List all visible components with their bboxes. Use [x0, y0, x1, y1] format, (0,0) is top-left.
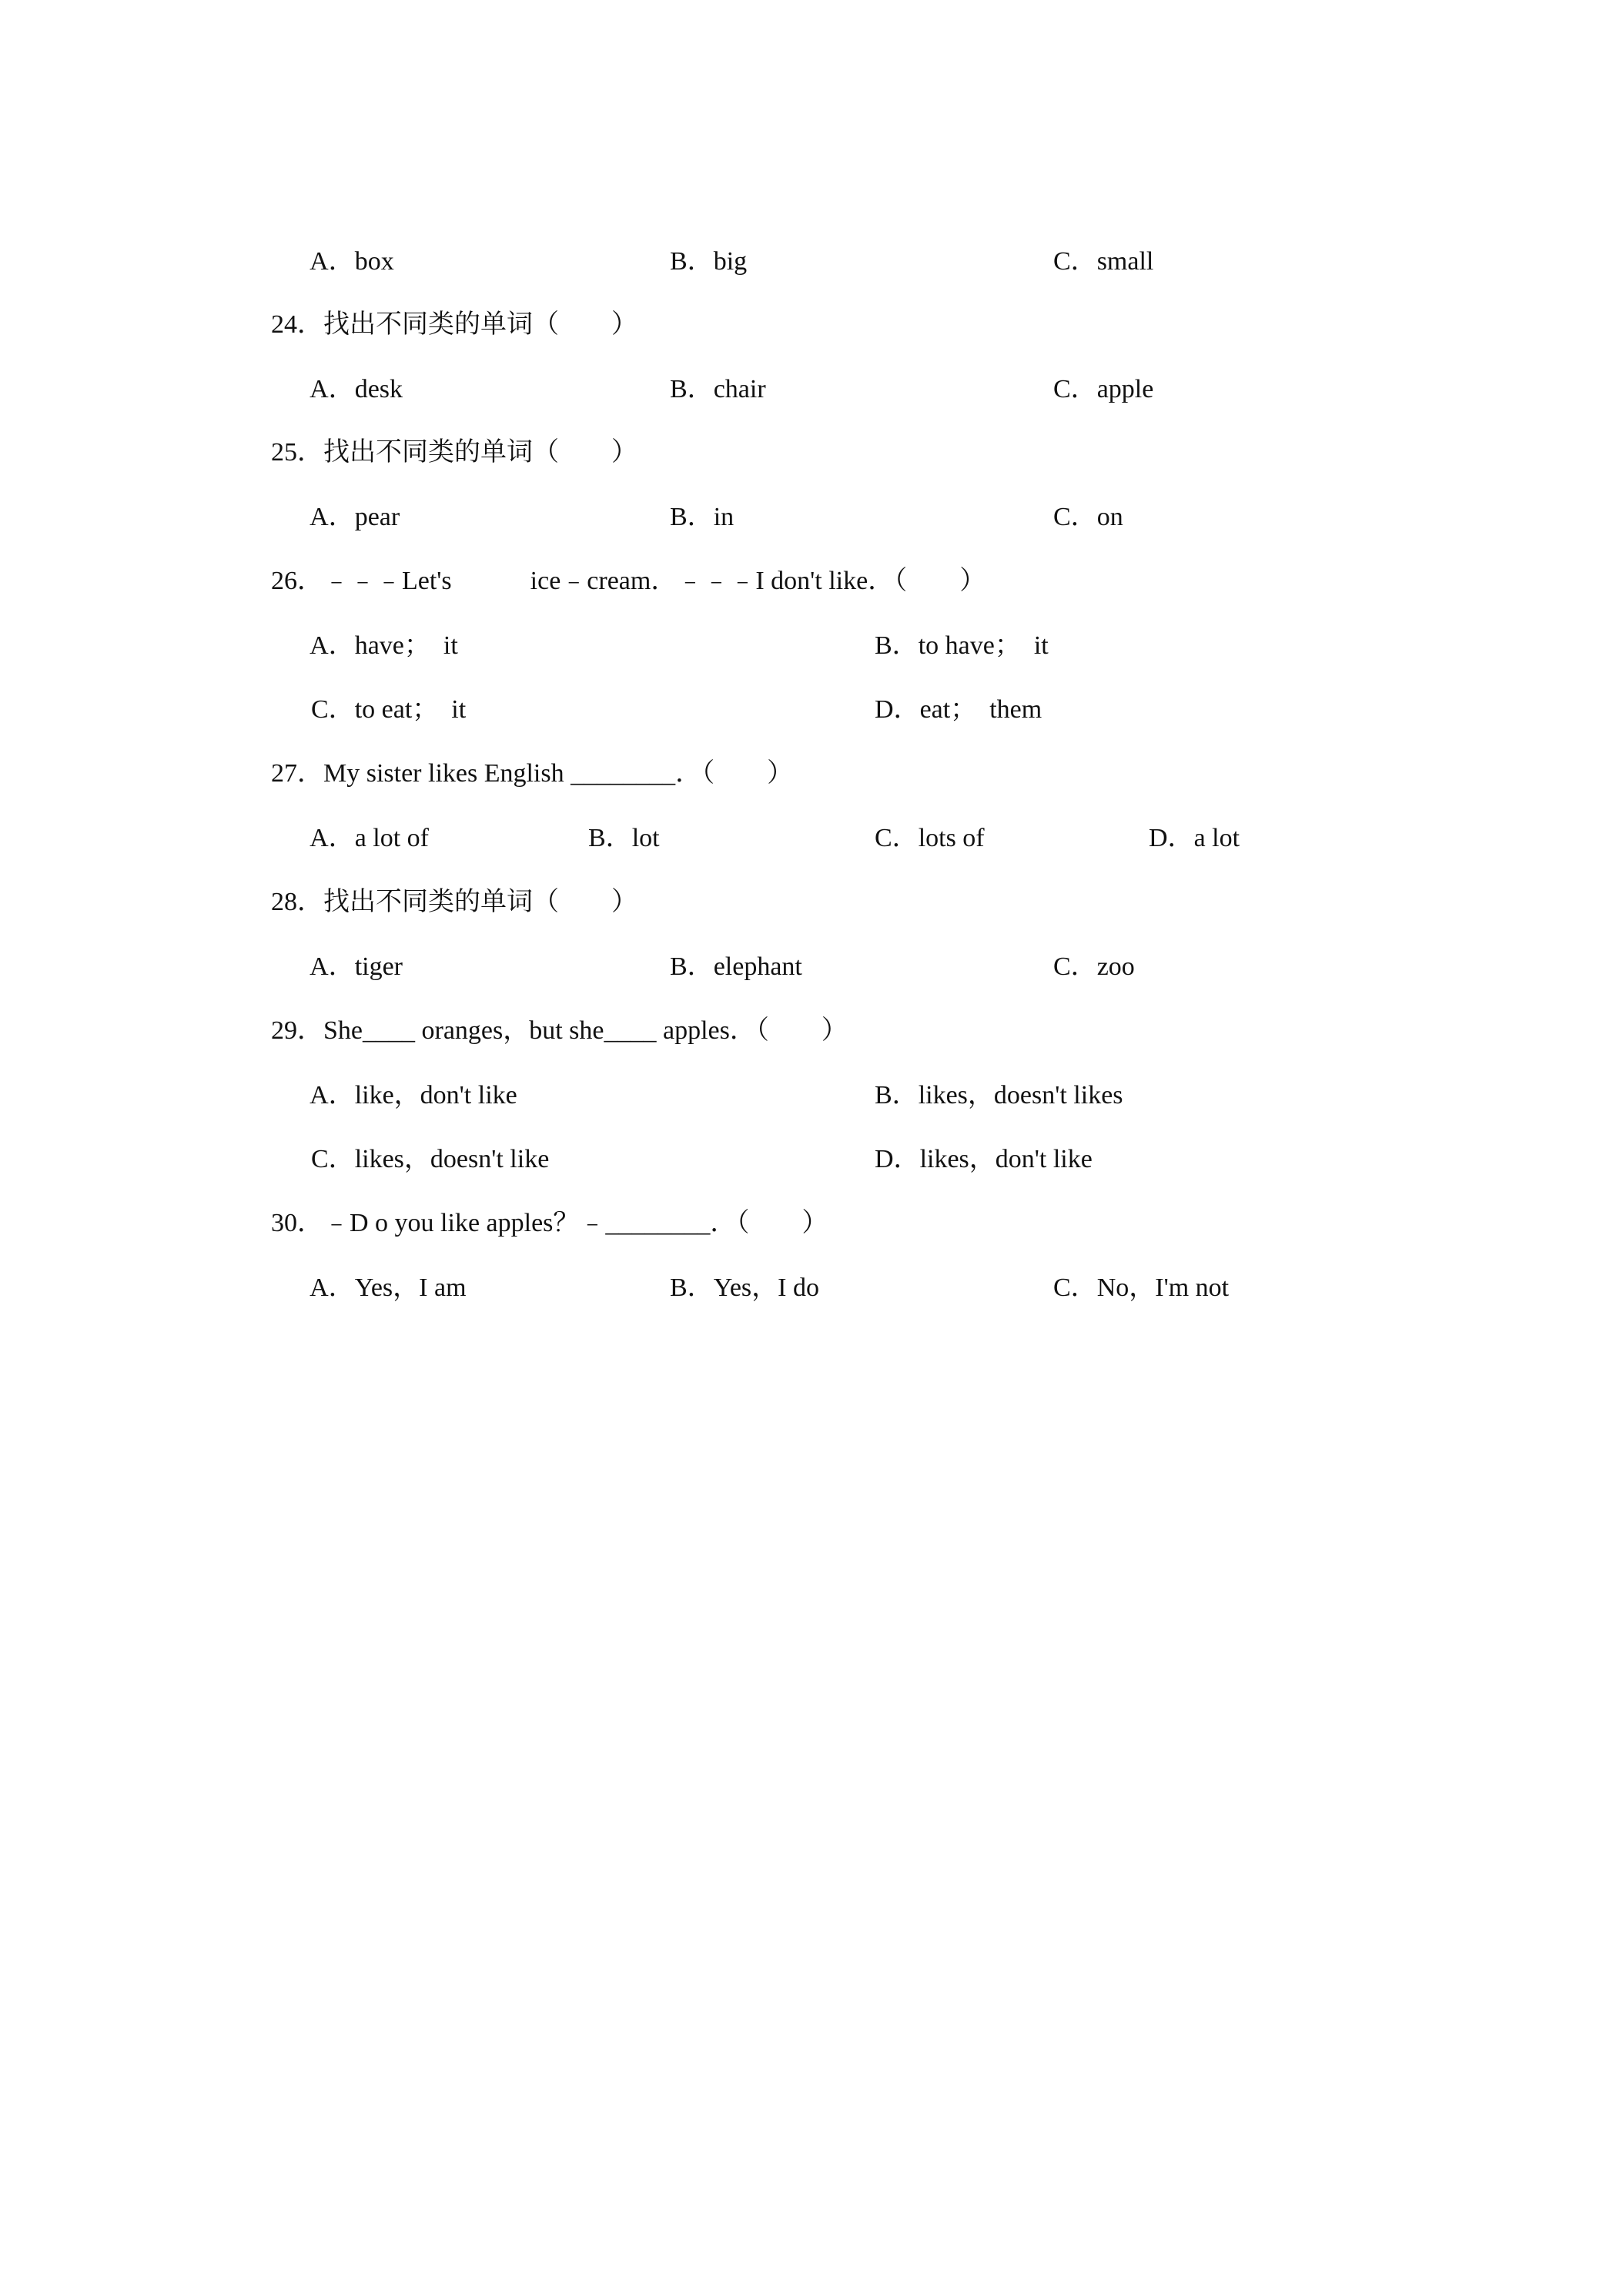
question-stem: ﹣﹣﹣Let's ice﹣cream．﹣﹣﹣I don't like．（ ）: [323, 567, 986, 595]
option-text: like，don't like: [354, 1081, 517, 1110]
option-letter: C．: [1053, 952, 1097, 981]
option-text: apple: [1096, 375, 1154, 403]
option-letter: B．: [588, 824, 632, 852]
option-text: pear: [354, 503, 400, 531]
option-c: [1027, 921, 1135, 1013]
option-text: Yes，I do: [713, 1274, 819, 1302]
option-letter: C．: [875, 824, 919, 852]
option-text: likes，don't like: [919, 1145, 1093, 1173]
option-text: elephant: [713, 952, 802, 981]
option-letter: B．: [670, 503, 714, 531]
option-letter: B．: [670, 375, 714, 403]
option-b: [644, 1242, 819, 1334]
question-number: 29．: [271, 1016, 323, 1045]
option-letter: C．: [311, 1145, 355, 1173]
option-text: No，I'm not: [1096, 1274, 1230, 1302]
option-text: lot: [631, 824, 660, 852]
question-stem: 找出不同类的单词（ ）: [323, 310, 637, 339]
option-letter: A．: [310, 247, 355, 276]
question-number: 27．: [271, 759, 323, 788]
question-stem: 找出不同类的单词（ ）: [323, 438, 637, 467]
option-d: [848, 664, 1042, 756]
option-letter: A．: [310, 1081, 355, 1110]
option-letter: A．: [310, 375, 355, 403]
option-letter: D．: [875, 1145, 920, 1173]
question-stem: My sister likes English ________．（ ）: [323, 759, 794, 788]
option-c: [1027, 216, 1153, 308]
option-text: to have； it: [918, 631, 1049, 660]
option-text: eat； them: [919, 695, 1042, 724]
option-text: likes，doesn't like: [354, 1145, 550, 1173]
option-text: on: [1096, 503, 1123, 531]
option-letter: B．: [875, 631, 919, 660]
option-text: lots of: [918, 824, 985, 852]
option-letter: B．: [670, 1274, 714, 1302]
option-letter: C．: [1053, 375, 1097, 403]
option-letter: A．: [310, 503, 355, 531]
option-letter: D．: [1149, 824, 1194, 852]
option-letter: B．: [670, 952, 714, 981]
question-number: 24．: [271, 310, 323, 339]
option-text: to eat； it: [354, 695, 467, 724]
question-number: 26．: [271, 567, 323, 595]
question-number: 25．: [271, 438, 323, 467]
option-c: [1027, 471, 1123, 564]
option-d: [848, 1113, 1093, 1206]
question-stem: She____ oranges，but she____ apples．（ ）: [323, 1016, 848, 1045]
option-c: [1027, 343, 1153, 436]
option-a: [285, 1242, 467, 1334]
option-text: a lot: [1193, 824, 1240, 852]
option-c: [848, 792, 985, 885]
question-stem: 找出不同类的单词（ ）: [323, 888, 637, 916]
option-b: [644, 216, 747, 308]
option-c: [1027, 1242, 1229, 1334]
option-d: [1123, 792, 1240, 885]
option-letter: C．: [1053, 247, 1097, 276]
option-text: Yes，I am: [354, 1274, 467, 1302]
question-stem: ﹣D o you like apples？﹣________．（ ）: [323, 1209, 828, 1237]
option-b: [644, 343, 766, 436]
question-number: 28．: [271, 888, 323, 916]
option-letter: C．: [1053, 503, 1097, 531]
option-letter: C．: [1053, 1274, 1097, 1302]
option-letter: B．: [875, 1081, 919, 1110]
option-text: in: [713, 503, 735, 531]
option-text: desk: [354, 375, 403, 403]
question-number: 30．: [271, 1209, 323, 1237]
option-text: tiger: [354, 952, 403, 981]
option-text: likes，doesn't likes: [918, 1081, 1123, 1110]
option-text: small: [1096, 247, 1154, 276]
option-text: zoo: [1096, 952, 1135, 981]
option-text: big: [713, 247, 748, 276]
option-letter: A．: [310, 824, 355, 852]
option-letter: D．: [875, 695, 920, 724]
option-letter: A．: [310, 631, 355, 660]
option-text: a lot of: [354, 824, 429, 852]
option-text: chair: [713, 375, 766, 403]
option-letter: A．: [310, 1274, 355, 1302]
option-letter: C．: [311, 695, 355, 724]
option-letter: A．: [310, 952, 355, 981]
option-letter: B．: [670, 247, 714, 276]
option-text: box: [354, 247, 394, 276]
option-text: have； it: [354, 631, 458, 660]
